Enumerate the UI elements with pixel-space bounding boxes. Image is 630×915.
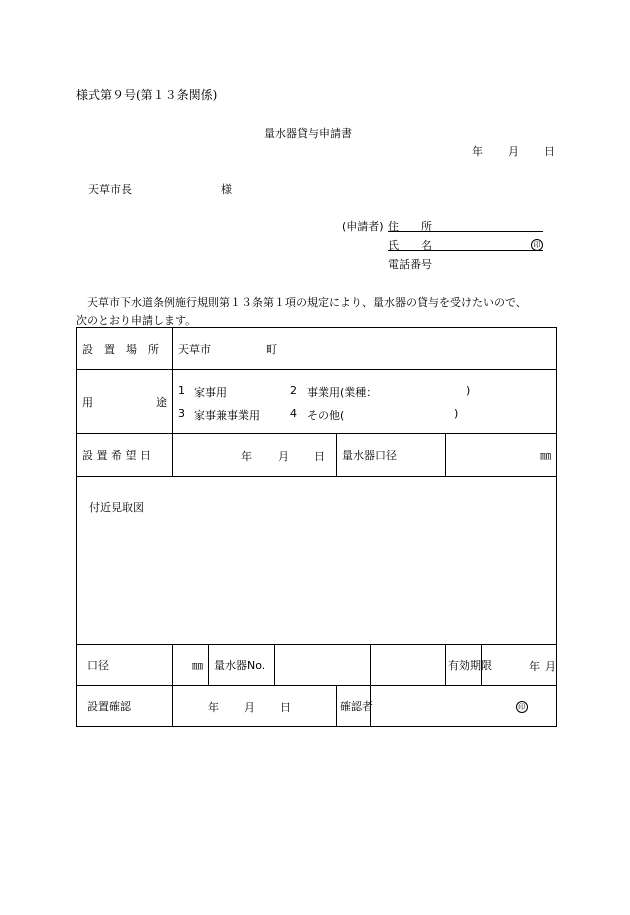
desired-date-year: 年 [241, 450, 252, 463]
confirm-label: 設置確認 [87, 700, 131, 713]
validity-label-cell [446, 645, 492, 686]
meter-no-value-cell[interactable] [275, 645, 371, 686]
meter-diameter-label: 量水器口径 [342, 449, 397, 462]
confirmer-value-cell[interactable] [371, 686, 557, 727]
usage-label-cell [77, 370, 173, 434]
phone-label: 電話番号 [388, 258, 432, 271]
row-desired-date [77, 434, 557, 477]
validity-label: 有効期限 [448, 659, 492, 672]
usage-opt2-label: 事業用(業種： [307, 385, 378, 399]
address-label: 住 所 [388, 220, 432, 233]
body-text-line1: 天草市下水道条例施行規則第１３条第１項の規定により、量水器の貸与を受けたいので、 [76, 296, 527, 309]
location-label: 設 置 場 所 [82, 342, 159, 356]
addressee-name: 天草市長 [88, 183, 132, 196]
validity-value-cell[interactable] [482, 645, 557, 686]
desired-date-label-cell [77, 434, 173, 477]
location-value-cell [173, 328, 557, 370]
date-month: 月 [508, 145, 519, 158]
applicant-label: (申請者) [342, 220, 384, 233]
confirm-label-cell [77, 686, 173, 727]
meter-no-label-cell [209, 645, 275, 686]
seal-icon: 印 [531, 239, 543, 251]
location-label-cell [77, 328, 173, 370]
row-location [77, 328, 557, 370]
map-cell[interactable] [77, 477, 557, 645]
desired-date-day: 日 [314, 450, 325, 463]
usage-opt1-num: 1 [178, 383, 185, 397]
validity-year: 年 [529, 660, 540, 673]
validity-month: 月 [545, 660, 556, 673]
name-seal [531, 237, 543, 251]
address-underline [388, 231, 543, 232]
confirm-date-cell[interactable] [173, 686, 337, 727]
usage-opt4-label: その他( [307, 408, 345, 422]
usage-opt3-num: 3 [178, 406, 185, 420]
name-underline [388, 250, 543, 251]
body-text-line2: 次のとおり申請します。 [76, 314, 197, 327]
usage-opt1-label: 家事用 [194, 385, 227, 399]
row-confirmation [77, 686, 557, 727]
diameter-label-cell [77, 645, 173, 686]
meter-diameter-label-cell [337, 434, 446, 477]
map-label: 付近見取図 [89, 501, 144, 514]
desired-date-month: 月 [278, 450, 289, 463]
row-meter-info [77, 645, 557, 686]
location-city: 天草市 [178, 342, 211, 356]
confirm-month: 月 [244, 701, 255, 714]
diameter-unit: ㎜ [192, 659, 203, 672]
location-town: 町 [266, 342, 277, 356]
usage-label-left: 用 [82, 395, 93, 409]
usage-opt4-num: 4 [290, 406, 297, 420]
page-title: 量水器貸与申請書 [264, 127, 352, 140]
meter-no-label: 量水器No. [214, 659, 266, 672]
desired-date-label: 設 置 希 望 日 [82, 449, 151, 462]
usage-label-right: 途 [156, 395, 167, 409]
diameter-label: 口径 [87, 659, 109, 672]
confirm-day: 日 [280, 701, 291, 714]
date-day: 日 [544, 145, 555, 158]
row-map [77, 477, 557, 645]
confirmer-label: 確認者 [340, 700, 373, 713]
usage-opt3-label: 家事兼事業用 [194, 408, 260, 422]
confirmer-seal-icon: 印 [516, 701, 528, 713]
date-year: 年 [472, 145, 483, 158]
meter-diameter-unit: ㎜ [540, 449, 552, 462]
usage-opt4-close: ) [454, 406, 459, 420]
form-number: 様式第９号(第１３条関係) [76, 88, 218, 102]
diameter-unit-cell[interactable] [173, 645, 209, 686]
desired-date-value-cell[interactable] [173, 434, 337, 477]
usage-opt2-num: 2 [290, 383, 297, 397]
application-table [76, 327, 557, 727]
validity-spacer-cell [371, 645, 446, 686]
confirmer-label-cell [337, 686, 371, 727]
usage-opt2-close: ) [466, 383, 471, 397]
usage-options-cell [173, 370, 557, 434]
meter-diameter-value-cell[interactable] [446, 434, 557, 477]
name-label: 氏 名 [388, 239, 432, 252]
addressee-honorific: 様 [221, 183, 232, 196]
row-usage [77, 370, 557, 434]
confirm-year: 年 [208, 701, 219, 714]
